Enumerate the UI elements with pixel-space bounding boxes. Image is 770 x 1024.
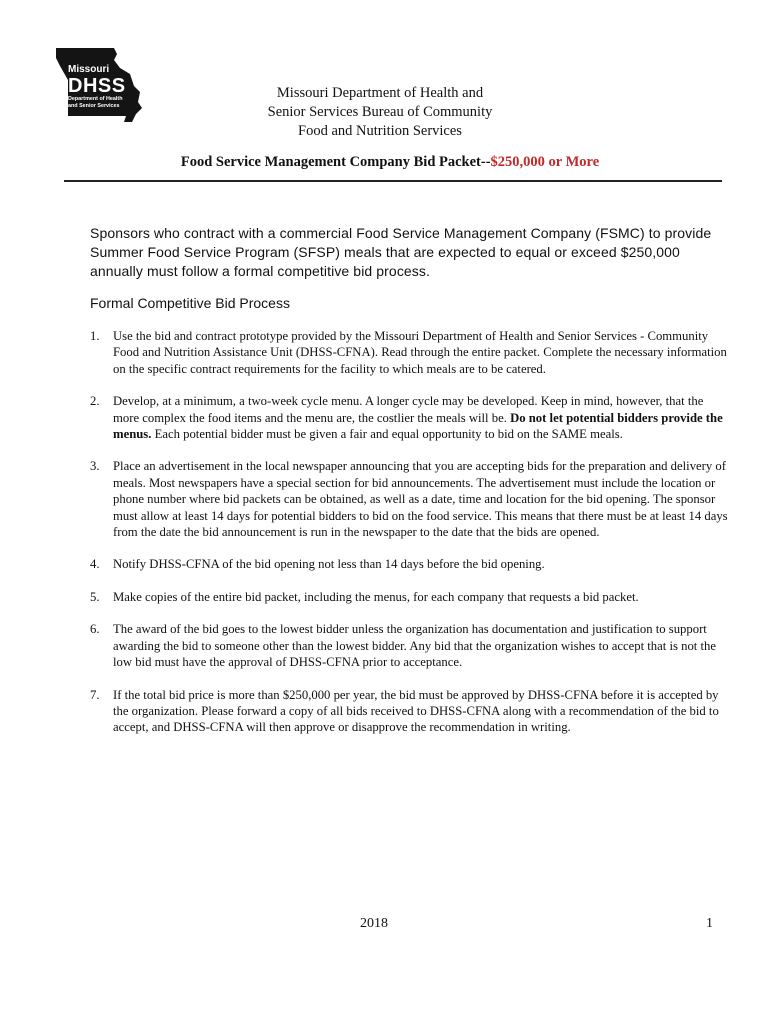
step-number: 1. (90, 329, 100, 343)
footer-year: 2018 (360, 916, 388, 931)
bid-process-steps (90, 328, 730, 752)
step-number: 2. (90, 394, 100, 409)
logo-word-missouri: Missouri (68, 64, 110, 75)
step-3 (90, 458, 730, 540)
step-text: Make copies of the entire bid packet, including the menus, for each company that requests a bid packet. (113, 589, 639, 604)
step-2 (90, 393, 730, 442)
logo-line-department: Department of Health (68, 96, 123, 102)
logo-line-senior-services: and Senior Services (68, 103, 120, 109)
step-text: Use the bid and contract prototype provided by the Missouri Department of Health and Senior Services - Community Food and Nutrition Assistance Unit (DHSS-CFNA). Read through the entire packet. Complete the necessary information on the specific contract requirements for the facility to which meals are to be catered. (113, 329, 727, 376)
section-heading: Formal Competitive Bid Process (90, 295, 290, 311)
page-title (60, 154, 720, 171)
step-text: Develop, at a minimum, a two-week cycle menu. A longer cycle may be developed. Keep in mind, however, that the more complex the food items and the menu are, the costlier the meals will be. (113, 394, 704, 425)
agency-line-2: Senior Services Bureau of Community (267, 104, 493, 120)
title-amount-highlight: $250,000 or More (490, 154, 600, 170)
title-main: Food Service Management Company Bid Packet-- (180, 154, 491, 170)
agency-line-1: Missouri Department of Health and (276, 85, 484, 101)
step-number: 5. (90, 589, 100, 604)
agency-name (180, 84, 580, 141)
dhss-logo (54, 44, 142, 124)
step-number: 6. (90, 622, 100, 637)
step-1 (90, 328, 730, 377)
agency-line-3: Food and Nutrition Services (298, 123, 462, 139)
intro-paragraph: Sponsors who contract with a commercial Food Service Management Company (FSMC) to provide Summer Food Service Program (SFSP) meals that are expected to equal or exceed $250,000 annually must follow a formal competitive bid process. (90, 225, 712, 279)
step-emphasis: Do not let potential bidders provide the menus. (113, 410, 723, 442)
step-text: Place an advertisement in the local newspaper announcing that you are accepting bids for the preparation and delivery of meals. Most newspapers have a special section for bid announcements. The advertisement must include the location or phone number where bid packets can be obtained, as well as a date, time and location for the bid opening. The sponsor must allow at least 14 days for potential bidders to bid on the food service. This means that there must be at least 14 days from the date the bid announcement is run in the newspaper to the date that the bids are opened. (113, 459, 728, 540)
step-number: 7. (90, 687, 100, 702)
step-text: If the total bid price is more than $250,000 per year, the bid must be approved by DHSS-CFNA before it is accepted by the organization. Please forward a copy of all bids received to DHSS-CFNA along with a recommendation of the bid to accept, and DHSS-CFNA will then approve or disapprove the recommendation in writing. (113, 687, 719, 735)
step-4 (90, 556, 730, 572)
step-text: The award of the bid goes to the lowest bidder unless the organization has documentation and justification to support awarding the bid to someone other than the lowest bidder. Any bid that the organization wishes to accept that is not the low bid must have the approval of DHSS-CFNA prior to acceptance. (113, 622, 716, 670)
step-7 (90, 687, 730, 736)
step-number: 4. (90, 557, 100, 572)
step-number: 3. (90, 459, 100, 474)
step-text: Notify DHSS-CFNA of the bid opening not less than 14 days before the bid opening. (113, 557, 545, 572)
step-text-continued: Each potential bidder must be given a fair and equal opportunity to bid on the SAME meals. (151, 427, 623, 442)
step-6 (90, 621, 730, 670)
logo-word-dhss: DHSS (68, 75, 126, 97)
title-divider (64, 180, 722, 182)
page-number: 1 (706, 916, 713, 931)
step-5 (90, 589, 730, 605)
